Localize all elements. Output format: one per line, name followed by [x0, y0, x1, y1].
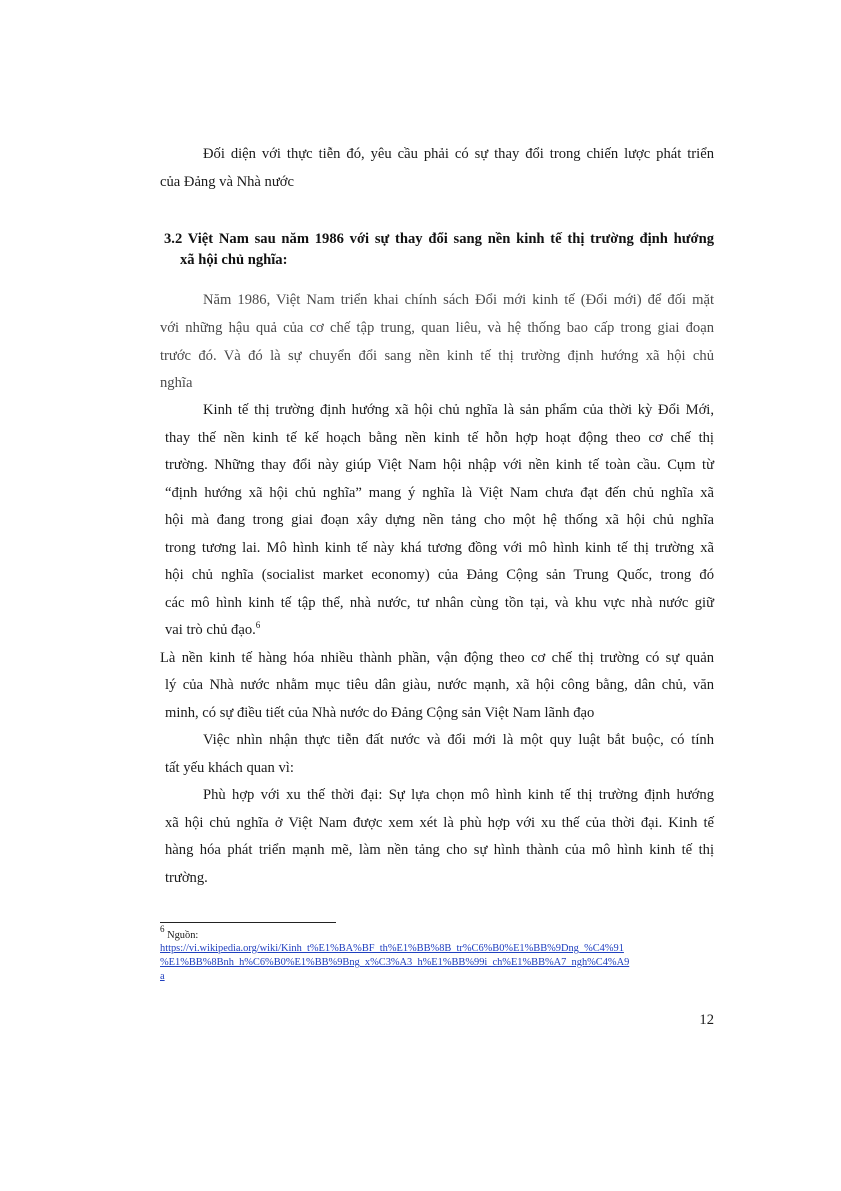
p1-line-4: nghĩa	[160, 375, 193, 391]
p2-line-2: thay thế nền kinh tế kế hoạch bằng nền kinh tế hỗn hợp hoạt động theo cơ chế thị	[165, 430, 714, 446]
p5-line-1: Phù hợp với xu thế thời đại: Sự lựa chọn mô hình kinh tế thị trường định hướng	[203, 787, 714, 803]
p4-line-2: tất yếu khách quan vì:	[165, 760, 294, 776]
p5-line-3: hàng hóa phát triển mạnh mẽ, làm nền tảng cho sự hình thành của mô hình kinh tế thị	[165, 842, 714, 858]
p2-line-8: các mô hình kinh tế tập thể, nhà nước, tư nhân cùng tồn tại, và khu vực nhà nước giữ	[165, 595, 714, 611]
p2-line-6: trong tương lai. Mô hình kinh tế này khá tương đồng với mô hình kinh tế thị trường xã	[165, 540, 714, 556]
footnote-link-line-2[interactable]: %E1%BB%8Bnh_h%C6%B0%E1%BB%9Bng_x%C3%A3_h%E1%BB%99i_ch%E1%BB%A7_ngh%C4%A9	[160, 957, 630, 968]
intro-line-1: Đối diện với thực tiễn đó, yêu cầu phải có sự thay đổi trong chiến lược phát triển	[203, 146, 714, 162]
p2-line-3: trường. Những thay đổi này giúp Việt Nam hội nhập với nền kinh tế toàn cầu. Cụm từ	[165, 457, 714, 473]
footnote-link-line-3[interactable]: a	[160, 971, 165, 982]
footnote-number: 6	[160, 924, 165, 934]
footnote-label	[160, 924, 199, 942]
p1-line-3: trước đó. Và đó là sự chuyển đổi sang nền kinh tế thị trường định hướng xã hội chủ	[160, 348, 714, 364]
p2-line-1: Kinh tế thị trường định hướng xã hội chủ nghĩa là sản phẩm của thời kỳ Đổi Mới,	[203, 402, 714, 418]
footnote-label-text: Nguồn:	[167, 930, 199, 941]
footnote-reference: 6	[255, 620, 261, 630]
p5-line-2: xã hội chủ nghĩa ở Việt Nam được xem xét là phù hợp với xu thế của thời đại. Kinh tế	[165, 815, 714, 831]
p1-line-1: Năm 1986, Việt Nam triển khai chính sách Đổi mới kinh tế (Đổi mới) để đối mặt	[203, 292, 714, 308]
intro-line-2: của Đảng và Nhà nước	[160, 174, 294, 190]
p3-line-3: minh, có sự điều tiết của Nhà nước do Đảng Cộng sản Việt Nam lãnh đạo	[165, 705, 595, 721]
footnote-link-line-1[interactable]: https://vi.wikipedia.org/wiki/Kinh_t%E1%BA%BF_th%E1%BB%8B_tr%C6%B0%E1%BB%9Dng_%C4%91	[160, 943, 624, 954]
p2-line-9	[165, 621, 260, 639]
page-number: 12	[699, 1012, 714, 1028]
p4-line-1: Việc nhìn nhận thực tiễn đất nước và đổi mới là một quy luật bắt buộc, có tính	[203, 732, 714, 748]
p3-line-2: lý của Nhà nước nhằm mục tiêu dân giàu, nước mạnh, xã hội công bằng, dân chủ, văn	[165, 677, 714, 693]
p1-line-2: với những hậu quả của cơ chế tập trung, quan liêu, và hệ thống bao cấp trong giai đoạn	[160, 320, 714, 336]
p5-line-4: trường.	[165, 870, 208, 886]
p3-line-1: Là nền kinh tế hàng hóa nhiều thành phần, vận động theo cơ chế thị trường có sự quản	[160, 650, 714, 666]
p2-line-5: hội mà đang trong giai đoạn xây dựng nền tảng cho một hệ thống xã hội chủ nghĩa	[165, 512, 714, 528]
p2-line-9-text: vai trò chủ đạo.	[165, 622, 256, 638]
section-heading-line-2: xã hội chủ nghĩa:	[180, 252, 288, 268]
section-heading-line-1: 3.2 Việt Nam sau năm 1986 với sự thay đổi sang nền kinh tế thị trường định hướng	[164, 231, 714, 247]
p2-line-7: hội chủ nghĩa (socialist market economy) của Đảng Cộng sản Trung Quốc, trong đó	[165, 567, 714, 583]
footnote-separator	[160, 922, 336, 923]
p2-line-4: “định hướng xã hội chủ nghĩa” mang ý nghĩa là Việt Nam chưa đạt đến chủ nghĩa xã	[165, 485, 714, 501]
